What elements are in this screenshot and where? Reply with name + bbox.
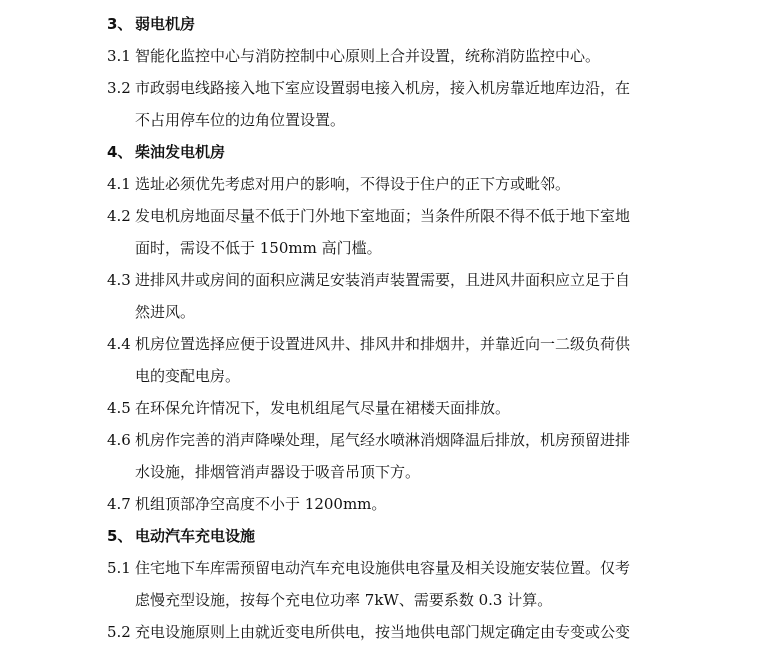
clause-number: 4.3 — [107, 271, 131, 289]
clause-text: 机组顶部净空高度不小于 1200mm。 — [135, 495, 387, 513]
clause-text: 然进风。 — [135, 303, 196, 321]
clause-text: 机房位置选择应便于设置进风井、排风井和排烟井，并靠近向一二级负荷供 — [135, 335, 631, 353]
clause-number: 4.1 — [107, 175, 131, 193]
clause-text: 市政弱电线路接入地下室应设置弱电接入机房，接入机房靠近地库边沿，在 — [135, 79, 631, 97]
clause-text: 不占用停车位的边角位置设置。 — [135, 111, 346, 129]
clause-text: 机房作完善的消声降噪处理，尾气经水喷淋消烟降温后排放，机房预留进排 — [135, 431, 631, 449]
section-number: 3、 — [107, 15, 133, 33]
clause-number: 4.7 — [107, 495, 131, 513]
section-title: 柴油发电机房 — [135, 143, 226, 161]
clause-text: 发电机房地面尽量不低于门外地下室地面；当条件所限不得不低于地下室地 — [135, 207, 631, 225]
section-number: 4、 — [107, 143, 133, 161]
clause-text: 在环保允许情况下，发电机组尾气尽量在裙楼天面排放。 — [135, 399, 511, 417]
clause-number: 4.2 — [107, 207, 131, 225]
clause-number: 4.4 — [107, 335, 131, 353]
clause-text: 选址必须优先考虑对用户的影响，不得设于住户的正下方或毗邻。 — [135, 175, 571, 193]
section-number: 5、 — [107, 527, 133, 545]
clause-number: 4.5 — [107, 399, 131, 417]
clause-text: 进排风井或房间的面积应满足安装消声装置需要，且进风井面积应立足于自 — [135, 271, 631, 289]
clause-text: 智能化监控中心与消防控制中心原则上合并设置，统称消防监控中心。 — [135, 47, 601, 65]
section-title: 弱电机房 — [135, 15, 196, 33]
clause-number: 4.6 — [107, 431, 131, 449]
section-title: 电动汽车充电设施 — [135, 527, 256, 545]
clause-text: 电的变配电房。 — [135, 367, 241, 385]
clause-text: 虑慢充型设施，按每个充电位功率 7kW、需要系数 0.3 计算。 — [135, 591, 553, 609]
clause-text: 水设施，排烟管消声器设于吸音吊顶下方。 — [135, 463, 421, 481]
clause-number: 3.1 — [107, 47, 131, 65]
clause-text: 住宅地下车库需预留电动汽车充电设施供电容量及相关设施安装位置。仅考 — [135, 559, 631, 577]
clause-number: 5.1 — [107, 559, 131, 577]
clause-number: 3.2 — [107, 79, 131, 97]
clause-number: 5.2 — [107, 623, 131, 641]
clause-text: 充电设施原则上由就近变电所供电，按当地供电部门规定确定由专变或公变 — [135, 623, 631, 641]
clause-text: 面时，需设不低于 150mm 高门槛。 — [135, 239, 382, 257]
